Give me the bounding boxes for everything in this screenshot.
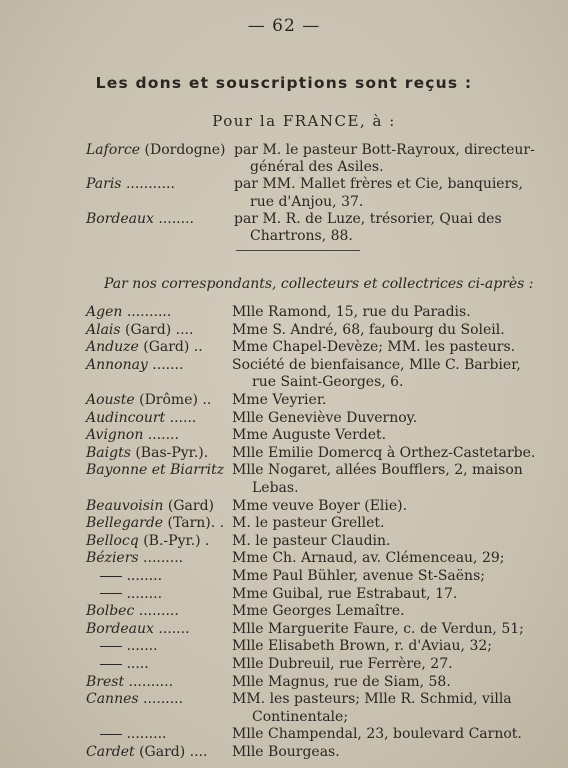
place-name: Bolbec .........: [86, 603, 179, 620]
place-name: Bellegarde (Tarn). .: [86, 515, 225, 532]
entry-description: par M. le pasteur Bott-Rayroux, directeur-: [234, 142, 535, 158]
entry-description: Mlle Geneviève Duvernoy.: [232, 409, 418, 426]
place-name: Aouste (Drôme) ..: [86, 392, 212, 408]
entry-continuation: Lebas.: [252, 480, 299, 496]
entry-description: Mme veuve Boyer (Elie).: [232, 497, 408, 514]
section-heading: Les dons et souscriptions sont reçus :: [95, 74, 473, 92]
entry-description: M. le pasteur Grellet.: [232, 515, 385, 532]
entry-continuation: Chartrons, 88.: [250, 228, 353, 244]
place-name: .....: [86, 656, 149, 673]
correspondents-heading: Par nos correspondants, collecteurs et collectrices ci-après :: [104, 276, 534, 292]
place-name: Laforce (Dordogne): [86, 142, 226, 158]
place-name: Brest ..........: [86, 673, 174, 690]
entry-description: Mme Auguste Verdet.: [232, 427, 387, 444]
place-name: Beauvoisin (Gard): [86, 497, 214, 514]
place-name: ........: [86, 568, 162, 585]
entry-description: Mlle Bourgeas.: [232, 744, 340, 760]
place-name: Bordeaux ........: [86, 210, 194, 227]
entry-description: Mlle Emilie Domercq à Orthez-Castetarbe.: [232, 444, 536, 461]
entry-description: par MM. Mallet frères et Cie, banquiers,: [234, 176, 523, 193]
place-name: Cannes .........: [86, 691, 184, 708]
ditto-dash: [100, 734, 122, 735]
place-name: ........: [86, 586, 162, 603]
entry-description: Mme Ch. Arnaud, av. Clémenceau, 29;: [232, 550, 505, 567]
entry-description: Société de bienfaisance, Mlle C. Barbier,: [232, 356, 521, 373]
place-name: Annonay .......: [86, 356, 184, 373]
place-name: Baigts (Bas-Pyr.).: [86, 444, 209, 461]
ditto-dash: [100, 664, 122, 665]
entry-description: Mme Georges Lemaître.: [232, 603, 405, 620]
ditto-dash: [100, 646, 122, 647]
entry-continuation: rue Saint-Georges, 6.: [252, 374, 404, 391]
entry-description: Mme S. André, 68, faubourg du Soleil.: [232, 321, 505, 338]
place-name: Anduze (Gard) ..: [86, 339, 203, 356]
place-name: Bayonne et Biarritz: [86, 462, 225, 479]
place-name: Alais (Gard) ....: [86, 321, 194, 338]
place-name: Agen ..........: [86, 304, 172, 320]
place-name: .........: [86, 726, 167, 743]
france-heading: Pour la FRANCE, à :: [212, 112, 396, 130]
entry-description: Mlle Nogaret, allées Boufflers, 2, maison: [232, 462, 523, 479]
divider-rule: [236, 250, 360, 251]
entry-description: Mlle Marguerite Faure, c. de Verdun, 51;: [232, 620, 524, 637]
place-name: .......: [86, 638, 158, 655]
entry-description: Mlle Dubreuil, rue Ferrère, 27.: [232, 656, 453, 672]
entry-description: Mme Paul Bühler, avenue St-Saëns;: [232, 568, 485, 584]
entry-description: Mlle Elisabeth Brown, r. d'Aviau, 32;: [232, 638, 492, 655]
entry-description: Mlle Champendal, 23, boulevard Carnot.: [232, 726, 522, 743]
entry-description: Mme Guibal, rue Estrabaut, 17.: [232, 585, 458, 602]
page-number: — 62 —: [247, 16, 321, 36]
ditto-dash: [100, 576, 122, 577]
place-name: Avignon .......: [86, 427, 179, 444]
entry-description: M. le pasteur Claudin.: [232, 532, 391, 549]
entry-description: Mme Veyrier.: [232, 392, 327, 408]
entry-description: par M. R. de Luze, trésorier, Quai des: [234, 210, 502, 227]
place-name: Bordeaux .......: [86, 620, 190, 637]
place-name: Cardet (Gard) ....: [86, 744, 208, 760]
entry-continuation: général des Asiles.: [250, 159, 384, 176]
entry-description: Mlle Magnus, rue de Siam, 58.: [232, 673, 451, 690]
entry-continuation: Continentale;: [252, 708, 349, 725]
entry-continuation: rue d'Anjou, 37.: [250, 193, 364, 210]
place-name: Paris ...........: [86, 176, 175, 193]
entry-description: Mlle Ramond, 15, rue du Paradis.: [232, 304, 471, 320]
entry-description: Mme Chapel-Devèze; MM. les pasteurs.: [232, 339, 516, 356]
place-name: Béziers .........: [86, 550, 184, 567]
entry-description: MM. les pasteurs; Mlle R. Schmid, villa: [232, 691, 512, 708]
place-name: Audincourt ......: [86, 409, 197, 426]
place-name: Bellocq (B.-Pyr.) .: [86, 532, 210, 549]
ditto-dash: [100, 593, 122, 594]
